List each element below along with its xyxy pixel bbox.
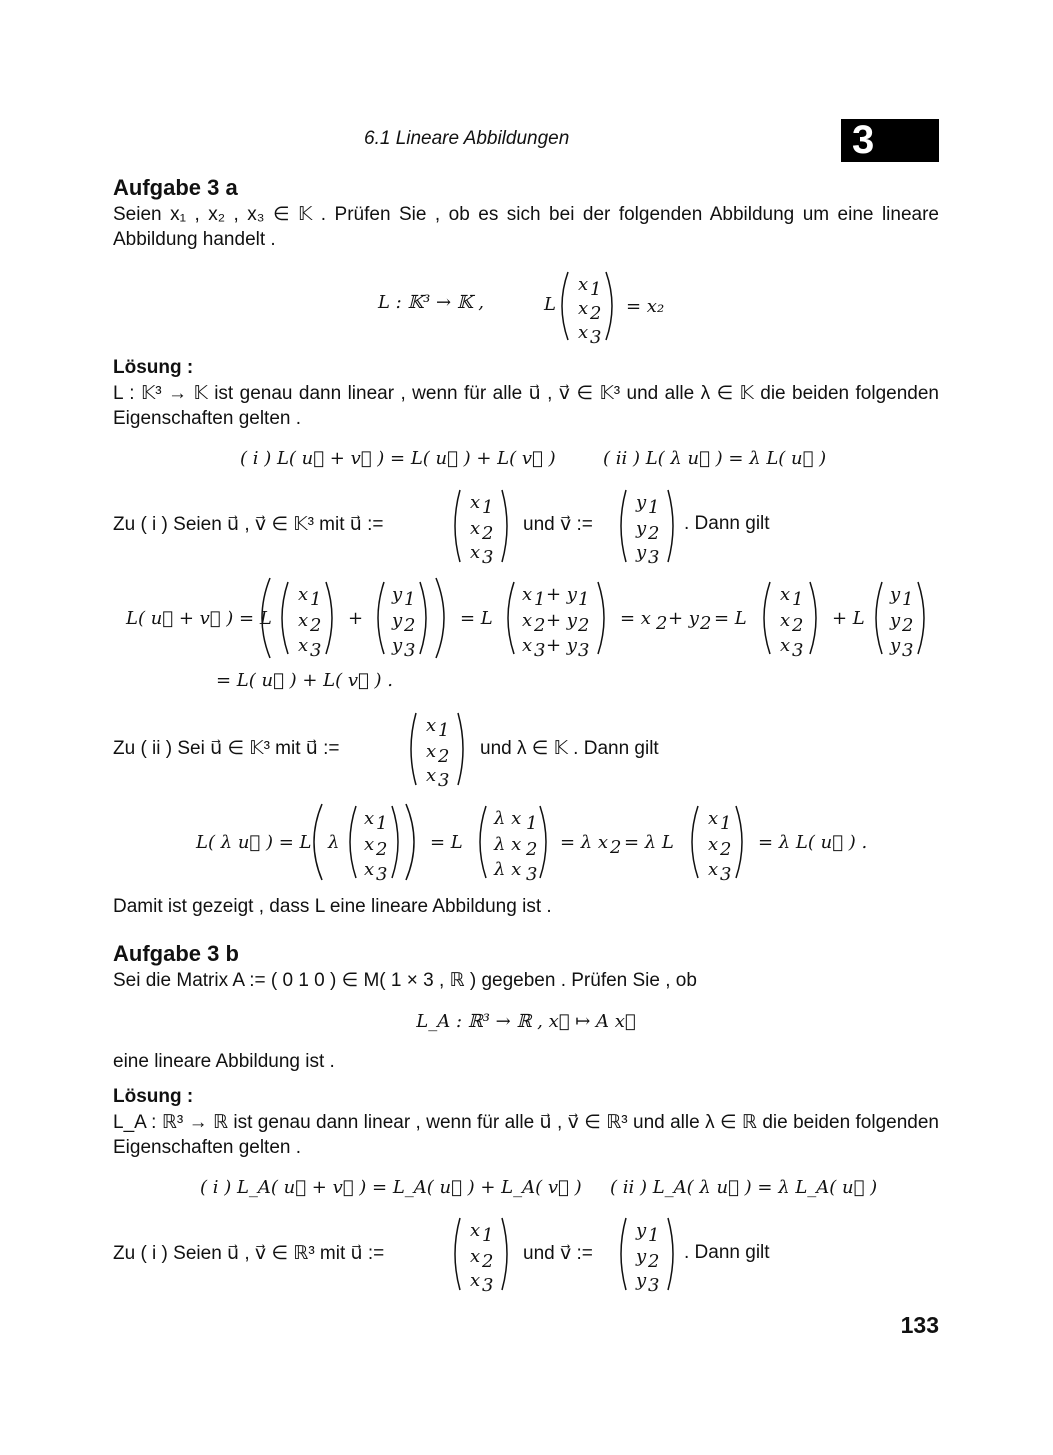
svg-text:= L: = L bbox=[714, 608, 747, 629]
svg-text:y: y bbox=[392, 584, 403, 605]
svg-text:L( u⃗ + v⃗ ) = L: L( u⃗ + v⃗ ) = L bbox=[126, 608, 272, 629]
svg-text:x: x bbox=[364, 808, 375, 829]
svg-text:x: x bbox=[522, 610, 533, 631]
svg-text:L: L bbox=[544, 294, 556, 315]
svg-text:x: x bbox=[298, 610, 309, 631]
map-definition-a: L : 𝕂³ → 𝕂 , bbox=[378, 292, 484, 313]
svg-text:+ y: + y bbox=[546, 610, 577, 631]
property-i-b: ( i ) L_A( u⃗ + v⃗ ) = L_A( u⃗ ) + L_A( v⃗ ) bbox=[200, 1177, 582, 1198]
svg-text:x: x bbox=[780, 610, 791, 631]
svg-text:+: + bbox=[348, 608, 364, 629]
svg-text:λ: λ bbox=[328, 832, 340, 853]
svg-text:2: 2 bbox=[534, 615, 546, 636]
svg-text:1: 1 bbox=[310, 589, 322, 610]
svg-text:2: 2 bbox=[610, 837, 622, 858]
exercise-statement-a: Seien x₁ , x₂ , x₃ ∈ 𝕂 . Prüfen Sie , ob es sich bei der folgenden Abbildung um eine lineare Abbildung handelt . bbox=[113, 204, 939, 250]
svg-text:x: x bbox=[470, 1246, 481, 1267]
svg-text:x: x bbox=[578, 274, 589, 295]
svg-text:= L: = L bbox=[460, 608, 493, 629]
svg-text:2: 2 bbox=[792, 615, 804, 636]
svg-text:y: y bbox=[890, 584, 901, 605]
svg-text:x: x bbox=[708, 859, 719, 880]
svg-text:x: x bbox=[426, 715, 437, 736]
svg-text:2: 2 bbox=[656, 613, 668, 634]
exercise-title-a: Aufgabe 3 a bbox=[113, 175, 238, 200]
svg-text:3: 3 bbox=[526, 864, 538, 884]
svg-text:y: y bbox=[636, 1270, 647, 1291]
svg-text:x: x bbox=[298, 584, 309, 605]
svg-text:y: y bbox=[636, 542, 647, 563]
svg-text:3: 3 bbox=[310, 640, 322, 660]
zu-ii-a: Zu ( ii ) Sei u⃗ ∈ 𝕂³ mit u⃗ := bbox=[113, 738, 340, 759]
calculation-ii-a bbox=[194, 800, 874, 884]
svg-text:1: 1 bbox=[648, 497, 660, 518]
svg-text:x: x bbox=[364, 859, 375, 880]
svg-text:x: x bbox=[470, 542, 481, 563]
svg-text:3: 3 bbox=[482, 1275, 494, 1294]
svg-text:y: y bbox=[636, 1220, 647, 1241]
dann-gilt-a: . Dann gilt bbox=[684, 513, 770, 534]
svg-text:2: 2 bbox=[590, 303, 602, 324]
svg-text:3: 3 bbox=[404, 640, 416, 660]
svg-text:x: x bbox=[708, 834, 719, 855]
solution-label-a: Lösung : bbox=[113, 357, 194, 378]
page-number: 133 bbox=[900, 1312, 939, 1338]
zu-i-a: Zu ( i ) Seien u⃗ , v⃗ ∈ 𝕂³ mit u⃗ := bbox=[113, 514, 384, 535]
svg-text:2: 2 bbox=[648, 1251, 660, 1272]
svg-text:3: 3 bbox=[648, 1275, 660, 1294]
svg-text:λ x: λ x bbox=[494, 808, 522, 829]
running-head: 6.1 Lineare Abbildungen bbox=[364, 128, 570, 149]
vector-v-b bbox=[614, 1214, 680, 1294]
svg-text:2: 2 bbox=[310, 615, 322, 636]
svg-text:3: 3 bbox=[376, 864, 388, 884]
svg-text:= λ L: = λ L bbox=[624, 832, 674, 853]
calculation-i-a-line2: = L( u⃗ ) + L( v⃗ ) . bbox=[216, 670, 394, 691]
svg-text:x: x bbox=[426, 765, 437, 786]
svg-text:y: y bbox=[890, 635, 901, 656]
property-ii-a: ( ii ) L( λ u⃗ ) = λ L( u⃗ ) bbox=[603, 448, 827, 469]
svg-text:1: 1 bbox=[578, 589, 590, 610]
svg-text:1: 1 bbox=[648, 1225, 660, 1246]
svg-text:x: x bbox=[426, 741, 437, 762]
svg-text:y: y bbox=[392, 610, 403, 631]
svg-text:1: 1 bbox=[482, 497, 494, 518]
svg-text:x: x bbox=[522, 635, 533, 656]
svg-text:2: 2 bbox=[648, 523, 660, 544]
zu-i-b: Zu ( i ) Seien u⃗ , v⃗ ∈ ℝ³ mit u⃗ := bbox=[113, 1243, 385, 1264]
und-v-b: und v⃗ := bbox=[523, 1243, 593, 1264]
solution-text-b: L_A : ℝ³ → ℝ ist genau dann linear , wenn für alle u⃗ , v⃗ ∈ ℝ³ und alle λ ∈ ℝ die beiden folgenden Eigenschaften gelten . bbox=[113, 1112, 939, 1158]
svg-text:x: x bbox=[708, 808, 719, 829]
svg-text:x: x bbox=[578, 298, 589, 319]
svg-text:x: x bbox=[780, 635, 791, 656]
svg-text:= x: = x bbox=[620, 608, 651, 629]
svg-text:+ y: + y bbox=[546, 635, 577, 656]
svg-text:L( λ u⃗ ) = L: L( λ u⃗ ) = L bbox=[196, 832, 312, 853]
svg-text:x: x bbox=[578, 322, 589, 343]
conclusion-a: Damit ist gezeigt , dass L eine lineare Abbildung ist . bbox=[113, 896, 552, 917]
svg-text:3: 3 bbox=[578, 640, 590, 660]
svg-text:1: 1 bbox=[438, 720, 450, 741]
svg-text:1: 1 bbox=[902, 589, 914, 610]
svg-text:2: 2 bbox=[902, 615, 914, 636]
svg-text:y: y bbox=[636, 492, 647, 513]
svg-text:λ x: λ x bbox=[494, 859, 522, 880]
svg-text:1: 1 bbox=[376, 813, 388, 834]
svg-text:2: 2 bbox=[578, 615, 590, 636]
vector-u-a bbox=[448, 486, 514, 566]
svg-text:2: 2 bbox=[720, 839, 732, 860]
svg-text:x: x bbox=[780, 584, 791, 605]
svg-text:2: 2 bbox=[482, 523, 494, 544]
svg-text:x: x bbox=[470, 492, 481, 513]
svg-text:3: 3 bbox=[590, 327, 602, 346]
svg-text:x: x bbox=[470, 1220, 481, 1241]
svg-text:3: 3 bbox=[720, 864, 732, 884]
svg-text:2: 2 bbox=[438, 746, 450, 767]
svg-text:3: 3 bbox=[648, 547, 660, 566]
svg-text:2: 2 bbox=[526, 839, 538, 860]
chapter-number: 3 bbox=[852, 118, 875, 162]
map-value-a: = x₂ bbox=[626, 296, 665, 317]
svg-text:2: 2 bbox=[376, 839, 388, 860]
svg-text:+ L: + L bbox=[832, 608, 865, 629]
svg-text:x: x bbox=[364, 834, 375, 855]
dann-gilt-b: . Dann gilt bbox=[684, 1242, 770, 1263]
svg-text:y: y bbox=[392, 635, 403, 656]
svg-text:= L: = L bbox=[430, 832, 463, 853]
svg-text:x: x bbox=[470, 518, 481, 539]
svg-text:1: 1 bbox=[792, 589, 804, 610]
svg-text:3: 3 bbox=[438, 770, 450, 789]
svg-text:y: y bbox=[636, 1246, 647, 1267]
svg-text:2: 2 bbox=[700, 613, 712, 634]
svg-text:1: 1 bbox=[482, 1225, 494, 1246]
exercise-statement-b: Sei die Matrix A := ( 0 1 0 ) ∈ M( 1 × 3 , ℝ ) gegeben . Prüfen Sie , ob bbox=[113, 970, 697, 991]
svg-text:1: 1 bbox=[534, 589, 546, 610]
solution-text-a: L : 𝕂³ → 𝕂 ist genau dann linear , wenn für alle u⃗ , v⃗ ∈ 𝕂³ und alle λ ∈ 𝕂 die beiden folgenden Eigenschaften gelten . bbox=[113, 383, 939, 429]
svg-text:2: 2 bbox=[482, 1251, 494, 1272]
svg-text:3: 3 bbox=[902, 640, 914, 660]
svg-text:1: 1 bbox=[720, 813, 732, 834]
vector-u-ii-a bbox=[404, 709, 470, 789]
svg-text:x: x bbox=[298, 635, 309, 656]
property-i-a: ( i ) L( u⃗ + v⃗ ) = L( u⃗ ) + L( v⃗ ) bbox=[240, 448, 556, 469]
calculation-i-a bbox=[120, 576, 940, 660]
svg-text:x: x bbox=[522, 584, 533, 605]
exercise-title-b: Aufgabe 3 b bbox=[113, 941, 239, 966]
vector-v-a bbox=[614, 486, 680, 566]
svg-text:3: 3 bbox=[482, 547, 494, 566]
svg-text:1: 1 bbox=[526, 813, 538, 834]
svg-text:y: y bbox=[890, 610, 901, 631]
svg-text:3: 3 bbox=[534, 640, 546, 660]
svg-text:λ x: λ x bbox=[494, 834, 522, 855]
svg-text:+ y: + y bbox=[546, 584, 577, 605]
svg-text:x: x bbox=[470, 1270, 481, 1291]
map-definition-b: L_A : ℝ³ → ℝ , x⃗ ↦ A x⃗ bbox=[416, 1011, 636, 1032]
vector-u-b bbox=[448, 1214, 514, 1294]
svg-text:= λ L( u⃗ ) .: = λ L( u⃗ ) . bbox=[758, 832, 868, 853]
svg-text:= λ x: = λ x bbox=[560, 832, 609, 853]
svg-text:+ y: + y bbox=[668, 608, 699, 629]
svg-text:3: 3 bbox=[792, 640, 804, 660]
svg-text:2: 2 bbox=[404, 615, 416, 636]
und-lambda-a: und λ ∈ 𝕂 . Dann gilt bbox=[480, 738, 659, 759]
svg-text:y: y bbox=[636, 518, 647, 539]
property-ii-b: ( ii ) L_A( λ u⃗ ) = λ L_A( u⃗ ) bbox=[610, 1177, 878, 1198]
svg-text:1: 1 bbox=[590, 279, 602, 300]
svg-text:1: 1 bbox=[404, 589, 416, 610]
exercise-after-b: eine lineare Abbildung ist . bbox=[113, 1051, 335, 1072]
und-v-a: und v⃗ := bbox=[523, 514, 593, 535]
solution-label-b: Lösung : bbox=[113, 1086, 194, 1107]
